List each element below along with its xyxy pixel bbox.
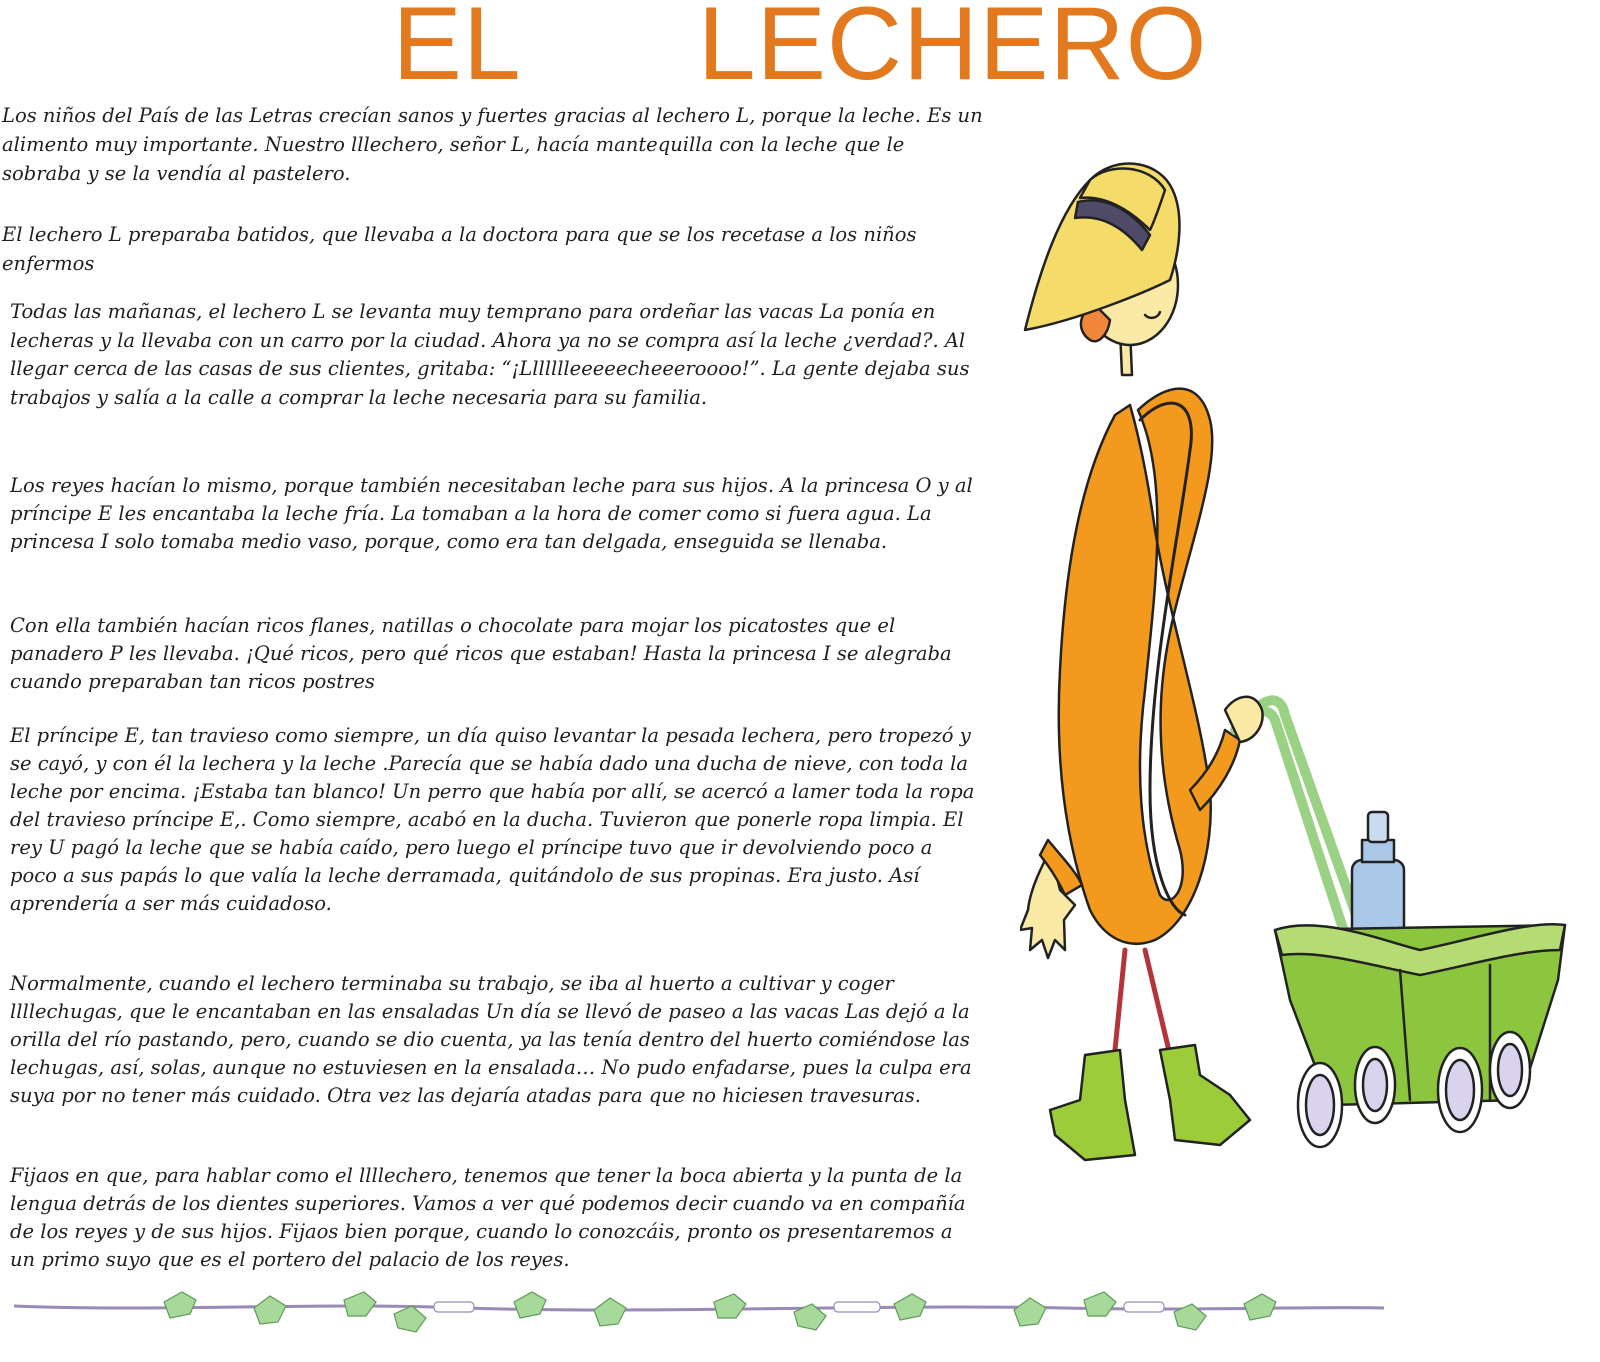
cart-handle: [1225, 697, 1365, 950]
story-paragraph-3: Todas las mañanas, el lechero L se levanta muy temprano para ordeñar las vacas La ponía en lecheras y la llevaba con un carro por la ciudad. Ahora ya no se compra así la leche ¿verdad?. Al llegar cerca de las casas de sus clientes, gritaba: “¡Llllllleeeeecheeeroooo!”. La gente dejaba sus trabajos y salía a la calle a comprar la leche necesaria para su familia.: [10, 300, 970, 409]
legs: [1115, 950, 1170, 1055]
boot-right: [1160, 1045, 1250, 1145]
letter-l-body: [1059, 389, 1213, 944]
story-paragraph-4: Los reyes hacían lo mismo, porque también necesitaban leche para sus hijos. A la princesa O y al príncipe E les encantaba la leche fría. La tomaban a la hora de comer como si fuera agua. La princesa I solo tomaba medio vaso, porque, como era tan delgada, enseguida se llenaba.: [10, 474, 973, 553]
vine-border: [14, 1288, 1384, 1348]
story-paragraph-5: Con ella también hacían ricos flanes, natillas o chocolate para mojar los picatostes que el panadero P les llevaba. ¡Qué ricos, pero qué ricos que estaban! Hasta la princesa I se alegraba cuando preparaban tan ricos postres: [10, 614, 952, 693]
story-paragraph-1: Los niños del País de las Letras crecían sanos y fuertes gracias al lechero L, porque la leche. Es un alimento muy importante. Nuestro lllechero, señor L, hacía mantequilla con la leche que le sobraba y se la vendía al pastelero.: [2, 104, 983, 185]
page-title: EL LECHERO: [392, 0, 1208, 102]
boot-left: [1050, 1050, 1135, 1160]
left-hand: [1020, 840, 1082, 958]
story-paragraph-2: El lechero L preparaba batidos, que llevaba a la doctora para que se los recetase a los niños enfermos: [2, 223, 917, 275]
milkman-illustration: [1020, 150, 1600, 1200]
story-paragraph-8: Fijaos en que, para hablar como el llllechero, tenemos que tener la boca abierta y la punta de la lengua detrás de los dientes superiores. Vamos a ver qué podemos decir cuando va en compañía de los reyes y de sus hijos. Fijaos bien porque, cuando lo conozcáis, pronto os presentaremos a un primo suyo que es el portero del palacio de los reyes.: [10, 1164, 966, 1271]
story-paragraph-6: El príncipe E, tan travieso como siempre, un día quiso levantar la pesada lechera, pero tropezó y se cayó, y con él la lechera y la leche .Parecía que se había dado una ducha de nieve, con toda la leche por encima. ¡Estaba tan blanco! Un perro que había por allí, se acercó a lamer toda la ropa del travieso príncipe E,. Como siempre, acabó en la ducha. Tuvieron que ponerle ropa limpia. El rey U pagó la leche que se había caído, pero luego el príncipe tuvo que ir devolviendo poco a poco a sus papás lo que valía la leche derramada, quitándolo de sus propinas. Era justo. Así aprendería a ser más cuidadoso.: [10, 724, 975, 915]
story-paragraph-7: Normalmente, cuando el lechero terminaba su trabajo, se iba al huerto a cultivar y coger llllechugas, que le encantaban en las ensaladas Un día se llevó de paseo a las vacas Las dejó a la orilla del río pastando, pero, cuando se dio cuenta, ya las tenía dentro del huerto comiéndose las lechugas, así, solas, aunque no estuviesen en la ensalada… No pudo enfadarse, pues la culpa era suya por no tener más cuidado. Otra vez las dejaría atadas para que no hiciesen travesuras.: [10, 972, 972, 1107]
